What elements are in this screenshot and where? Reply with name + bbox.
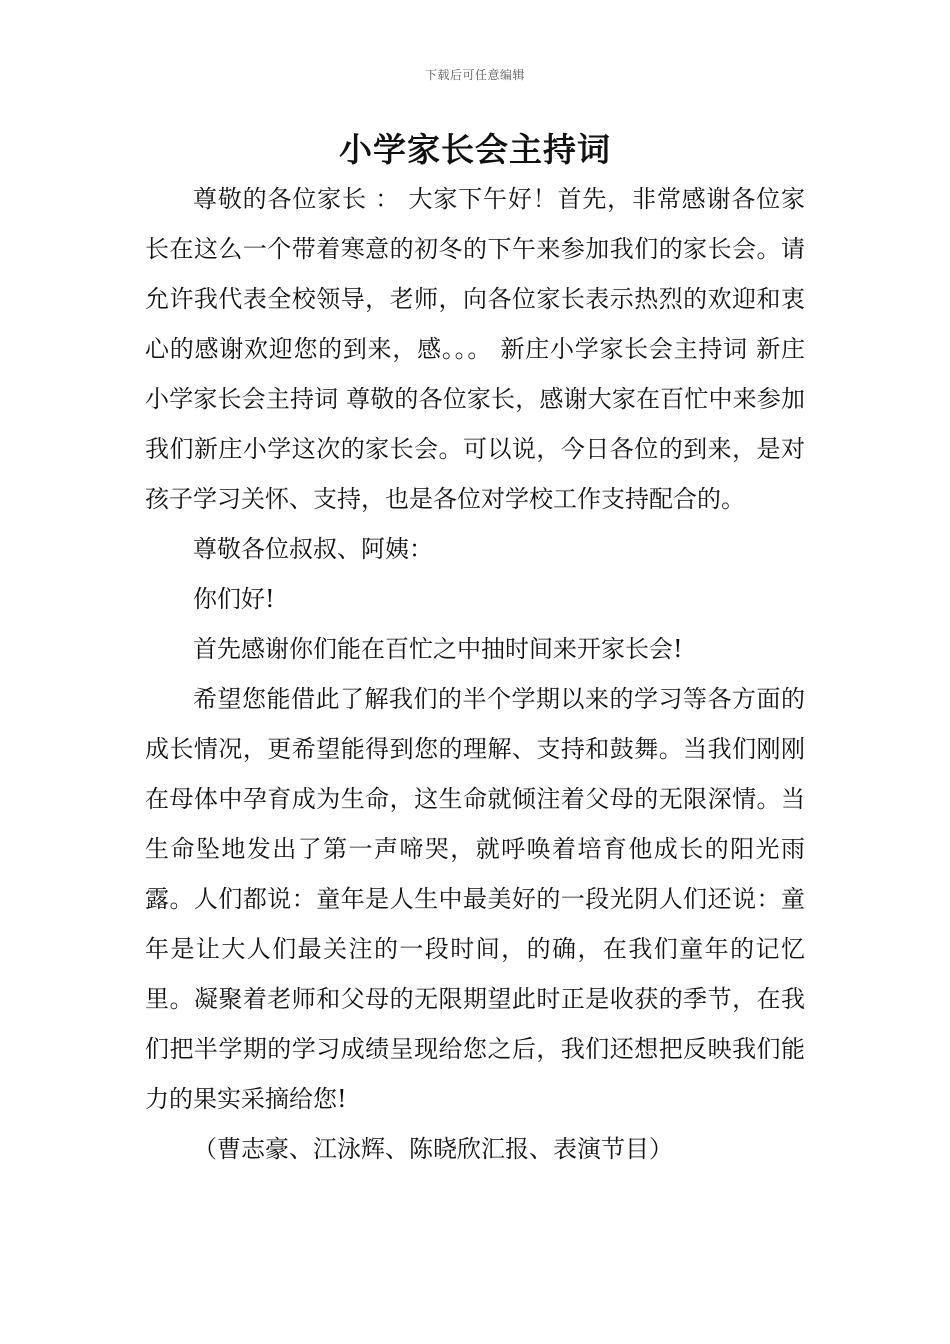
header-note: 下载后可任意编辑	[424, 68, 525, 82]
document-body	[145, 174, 805, 1174]
document-title: 小学家长会主持词	[339, 130, 611, 169]
paragraph-program-note: （曹志豪、江泳辉、陈晓欣汇报、表演节目）	[193, 1135, 673, 1163]
paragraph-greeting: 你们好!	[193, 585, 275, 613]
paragraph-main: 希望您能借此了解我们的半个学期以来的学习等各方面的成长情况，更希望能得到您的理解、支持和鼓舞。当我们刚刚在母体中孕育成为生命，这生命就倾注着父母的无限深情。当生命坠地发出了第一声啼哭，就呼唤着培育他成长的阳光雨露。人们都说：童年是人生中最美好的一段光阴人们还说：童年是让大人们最关注的一段时间，的确，在我们童年的记忆里。凝聚着老师和父母的无限期望此时正是收获的季节，在我们把半学期的学习成绩呈现给您之后，我们还想把反映我们能力的果实采摘给您!	[145, 685, 805, 1113]
paragraph-salutation: 尊敬各位叔叔、阿姨：	[193, 535, 433, 563]
paragraph-thanks: 首先感谢你们能在百忙之中抽时间来开家长会!	[193, 635, 683, 663]
paragraph-intro: 尊敬的各位家长 ： 大家下午好！首先，非常感谢各位家长在这么一个带着寒意的初冬的下午来参加我们的家长会。请允许我代表全校领导，老师，向各位家长表示热烈的欢迎和衷心的感谢欢迎您的到来，感。。。 新庄小学家长会主持词 新庄小学家长会主持词 尊敬的各位家长，感谢大家在百忙中来参加我们新庄小学这次的家长会。可以说，今日各位的到来，是对孩子学习关怀、支持，也是各位对学校工作支持配合的。	[145, 185, 805, 513]
